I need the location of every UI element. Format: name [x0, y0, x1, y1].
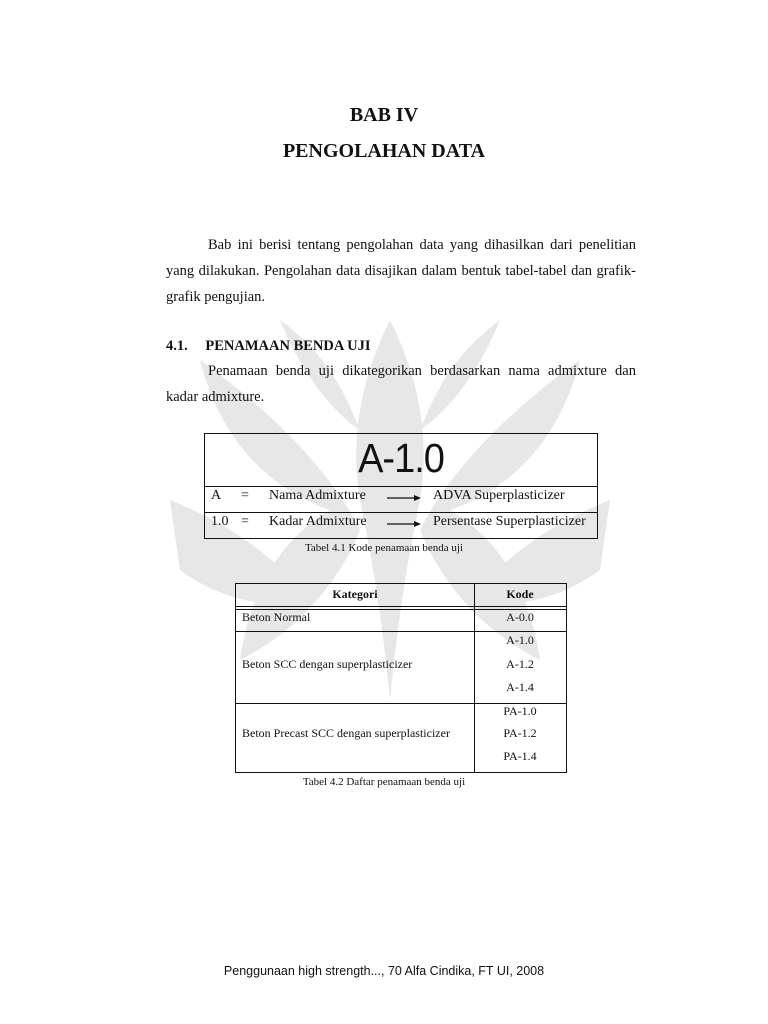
section-heading — [166, 338, 371, 355]
code-label: Kadar Admixture — [269, 514, 367, 529]
footer-right: Alfa Cindika, FT UI, 2008 — [404, 964, 545, 978]
category-cell: Beton Normal — [242, 610, 311, 624]
category-cell: Beton Precast SCC dengan superplasticizer — [242, 726, 450, 740]
arrow-right-icon — [387, 519, 421, 529]
code-meaning: ADVA Superplasticizer — [433, 488, 565, 503]
code-cell: PA-1.4 — [503, 749, 537, 763]
footer-left: Penggunaan high strength..., — [223, 964, 385, 978]
code-naming-table — [204, 433, 598, 539]
category-cell: Beton SCC dengan superplasticizer — [242, 657, 413, 671]
code-cell: A-1.4 — [506, 680, 534, 694]
section-heading-number: 4.1. — [166, 338, 188, 354]
code-symbol: 1.0 — [211, 514, 229, 529]
code-symbol: A — [211, 488, 222, 503]
section-heading-text: PENAMAAN BENDA UJI — [205, 338, 371, 354]
code-cell: A-1.2 — [506, 657, 534, 671]
arrow-right-icon — [387, 493, 421, 503]
section-paragraph: Penamaan benda uji dikategorikan berdasarkan nama admixture dan kadar admixture. — [166, 363, 636, 405]
code-equals: = — [241, 514, 249, 529]
code-cell: PA-1.0 — [503, 704, 537, 718]
page-number: 70 — [387, 964, 402, 978]
table1-caption: Tabel 4.1 Kode penamaan benda uji — [304, 542, 464, 554]
table2-caption: Tabel 4.2 Daftar penamaan benda uji — [302, 776, 466, 788]
table-row — [205, 509, 597, 535]
header-kategori: Kategori — [332, 587, 378, 601]
intro-paragraph: Bab ini berisi tentang pengolahan data yang dihasilkan dari penelitian yang dilakukan. Pengolahan data disajikan dalam bentuk tabel-tabel dan grafik-grafik pengujian. — [166, 237, 636, 305]
code-cell: A-0.0 — [506, 610, 534, 624]
code-meaning: Persentase Superplasticizer — [433, 514, 586, 529]
row-divider — [236, 631, 566, 632]
code-label: Nama Admixture — [269, 488, 366, 503]
chapter-number: BAB IV — [349, 104, 419, 126]
code-equals: = — [241, 488, 249, 503]
code-example: A-1.0 — [358, 436, 444, 482]
header-divider — [236, 606, 566, 607]
page-footer — [0, 964, 768, 978]
category-table — [235, 583, 567, 773]
header-kode: Kode — [506, 587, 534, 601]
code-cell: A-1.0 — [506, 633, 534, 647]
code-cell: PA-1.2 — [503, 726, 537, 740]
chapter-title: PENGOLAHAN DATA — [282, 140, 486, 162]
table-row — [205, 483, 597, 509]
